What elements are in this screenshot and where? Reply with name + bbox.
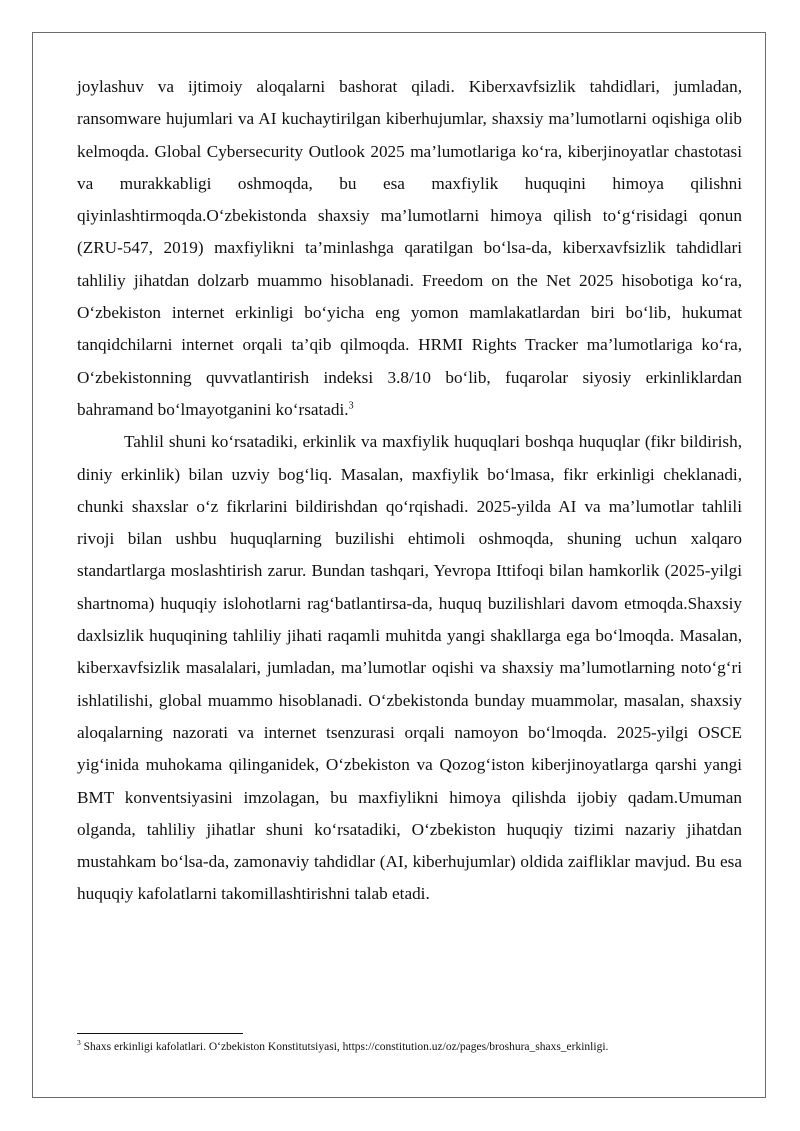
paragraph-2 [77,426,742,910]
footnote-text: Shaxs erkinligi kafolatlari. O‘zbekiston Konstitutsiyasi, https://constitution.uz/oz/pages/broshura_shaxs_erkinligi. [83,1041,609,1053]
footnote-reference[interactable]: 3 [348,400,354,412]
body-text [77,71,742,911]
paragraph-1 [77,71,742,426]
paragraph-2-text: Tahlil shuni ko‘rsatadiki, erkinlik va maxfiylik huquqlari boshqa huquqlar (fikr bildirish, diniy erkinlik) bilan uzviy bog‘liq. Masalan, maxfiylik bo‘lmasa, fikr erkinligi cheklanadi, chunki shaxslar o‘z fikrlarini bildirishdan qo‘rqishadi. 2025-yilda AI va ma’lumotlar tahlili rivoji bilan ushbu huquqlarning buzilishi ehtimoli oshmoqda, shuning uchun xalqaro standartlarga moslashtirish zarur. Bundan tashqari, Yevropa Ittifoqi bilan hamkorlik (2025-yilgi shartnoma) huquqiy islohotlarni rag‘batlantirsa-da, huquq buzilishlari davom etmoqda.Shaxsiy daxlsizlik huquqining tahliliy jihati raqamli muhitda yangi shakllarga ega bo‘lmoqda. Masalan, kiberxavfsizlik masalalari, jumladan, ma’lumotlar oqishi va shaxsiy ma’lumotlarning noto‘g‘ri ishlatilishi, global muammo hisoblanadi. O‘zbekistonda bunday muammolar, masalan, shaxsiy aloqalarning nazorati va internet tsenzurasi orqali namoyon bo‘lmoqda. 2025-yilgi OSCE yig‘inida muhokama qilinganidek, O‘zbekiston va Qozog‘iston kiberjinoyatlarga qarshi yangi BMT konventsiyasini imzolagan, bu maxfiylikni himoya qilishda ijobiy qadam.Umuman olganda, tahliliy jihatlar shuni ko‘rsatadiki, O‘zbekiston huquqiy tizimi nazariy jihatdan mustahkam bo‘lsa-da, zamonaviy tahdidlar (AI, kiberhujumlar) oldida zaifliklar mavjud. Bu esa huquqiy kafolatlarni takomillashtirishni talab etadi. [77,432,742,904]
footnote-separator [77,1033,243,1034]
footnote-number: 3 [77,1038,81,1048]
paragraph-1-text: joylashuv va ijtimoiy aloqalarni bashorat qiladi. Kiberxavfsizlik tahdidlari, jumladan, ransomware hujumlari va AI kuchaytirilgan kiberhujumlar, shaxsiy ma’lumotlarni oqishiga olib kelmoqda. Global Cybersecurity Outlook 2025 ma’lumotlariga ko‘ra, kiberjinoyatlar chastotasi va murakkabligi oshmoqda, bu esa maxfiylik huquqini himoya qilishni qiyinlashtirmoqda.O‘zbekistonda shaxsiy ma’lumotlarni himoya qilish to‘g‘risidagi qonun (ZRU-547, 2019) maxfiylikni ta’minlashga qaratilgan bo‘lsa-da, kiberxavfsizlik tahdidlari tahliliy jihatdan dolzarb muammo hisoblanadi. Freedom on the Net 2025 hisobotiga ko‘ra, O‘zbekiston internet erkinligi bo‘yicha eng yomon mamlakatlardan biri bo‘lib, hukumat tanqidchilarni internet orqali ta’qib qilmoqda. HRMI Rights Tracker ma’lumotlariga ko‘ra, O‘zbekistonning quvvatlantirish indeksi 3.8/10 bo‘lib, fuqarolar siyosiy erkinliklardan bahramand bo‘lmayotganini ko‘rsatadi. [77,77,742,419]
footnote [77,1040,742,1055]
